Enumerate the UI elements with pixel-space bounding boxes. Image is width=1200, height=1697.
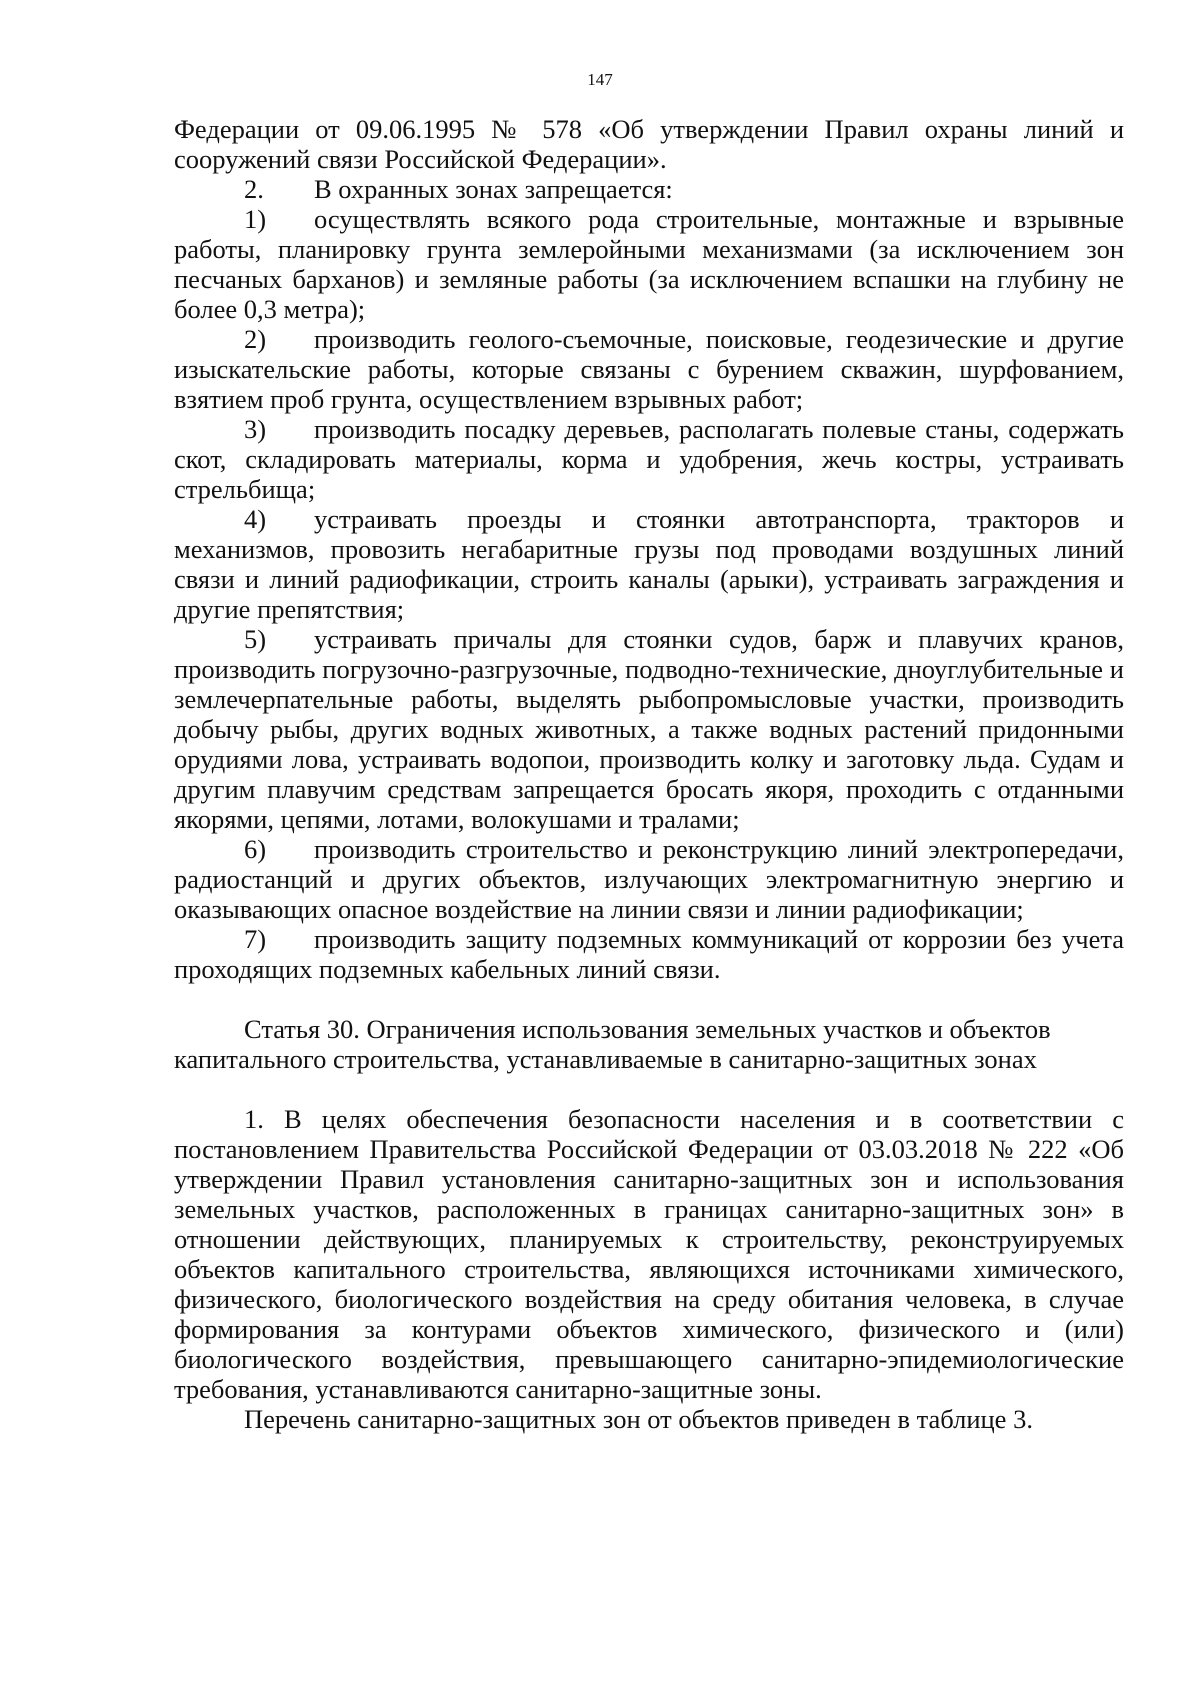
subitem-number: 7) — [244, 924, 267, 954]
article-paragraph-1: 1. В целях обеспечения безопасности населения и в соответствии с постановлением Правительства Российской Федерации от 03.03.2018 № 222 «Об утверждении Правил установления санитарно-защитных зон и использования земельных участков, расположенных в границах санитарно-защитных зон» в отношении действующих, планируемых к строительству, реконструируемых объектов капитального строительства, являющихся источниками химического, физического, биологического воздействия на среду обитания человека, в случае формирования за контурами объектов химического, физического и (или) биологического воздействия, превышающего санитарно-эпидемиологические требования, устанавливаются санитарно-защитные зоны. — [174, 1104, 1124, 1404]
subitem-7 — [174, 924, 1124, 984]
item-number: 2. — [244, 174, 264, 204]
item-text: В охранных зонах запрещается: — [314, 174, 673, 204]
document-body — [174, 114, 1124, 1434]
subitem-number: 2) — [244, 324, 267, 354]
subitem-text: устраивать причалы для стоянки судов, барж и плавучих кранов, производить погрузочно-разгрузочные, подводно-технические, дноуглубительные и землечерпательные работы, выделять рыбопромысловые участки, производить добычу рыбы, других водных животных, а также водных растений придонными орудиями лова, устраивать водопои, производить колку и заготовку льда. Судам и другим плавучим средствам запрещается бросать якоря, проходить с отданными якорями, цепями, лотами, волокушами и тралами; — [174, 624, 1124, 834]
article-heading: Статья 30. Ограничения использования земельных участков и объектов капитального строительства, устанавливаемые в санитарно-защитных зонах — [174, 1014, 1051, 1074]
item-2-paragraph — [174, 174, 1124, 204]
spacer — [174, 1074, 1124, 1104]
subitem-text: производить геолого-съемочные, поисковые, геодезические и другие изыскательские работы, которые связаны с бурением скважин, шурфованием, взятием проб грунта, осуществлением взрывных работ; — [174, 324, 1124, 414]
subitem-text: производить защиту подземных коммуникаций от коррозии без учета проходящих подземных кабельных линий связи. — [174, 924, 1124, 984]
subitem-number: 4) — [244, 504, 267, 534]
subitem-5 — [174, 624, 1124, 834]
subitem-3 — [174, 414, 1124, 504]
subitem-text: устраивать проезды и стоянки автотранспорта, тракторов и механизмов, провозить негабаритные грузы под проводами воздушных линий связи и линий радиофикации, строить каналы (арыки), устраивать заграждения и другие препятствия; — [174, 504, 1124, 624]
subitem-number: 5) — [244, 624, 267, 654]
subitem-1 — [174, 204, 1124, 324]
subitem-number: 3) — [244, 414, 267, 444]
subitem-number: 6) — [244, 834, 267, 864]
subitem-text: производить посадку деревьев, располагать полевые станы, содержать скот, складировать материалы, корма и удобрения, жечь костры, устраивать стрельбища; — [174, 414, 1124, 504]
spacer — [174, 984, 1124, 1014]
subitem-text: осуществлять всякого рода строительные, монтажные и взрывные работы, планировку грунта землеройными механизмами (за исключением зон песчаных барханов) и земляные работы (за исключением вспашки на глубину не более 0,3 метра); — [174, 204, 1124, 324]
subitem-4 — [174, 504, 1124, 624]
subitem-text: производить строительство и реконструкцию линий электропередачи, радиостанций и других объектов, излучающих электромагнитную энергию и оказывающих опасное воздействие на линии связи и линии радиофикации; — [174, 834, 1124, 924]
page-number: 147 — [587, 70, 613, 89]
article-paragraph-2: Перечень санитарно-защитных зон от объектов приведен в таблице 3. — [244, 1404, 1033, 1434]
intro-paragraph: Федерации от 09.06.1995 № 578 «Об утверждении Правил охраны линий и сооружений связи Российской Федерации». — [174, 114, 1124, 174]
subitem-2 — [174, 324, 1124, 414]
subitem-number: 1) — [244, 204, 267, 234]
subitem-6 — [174, 834, 1124, 924]
